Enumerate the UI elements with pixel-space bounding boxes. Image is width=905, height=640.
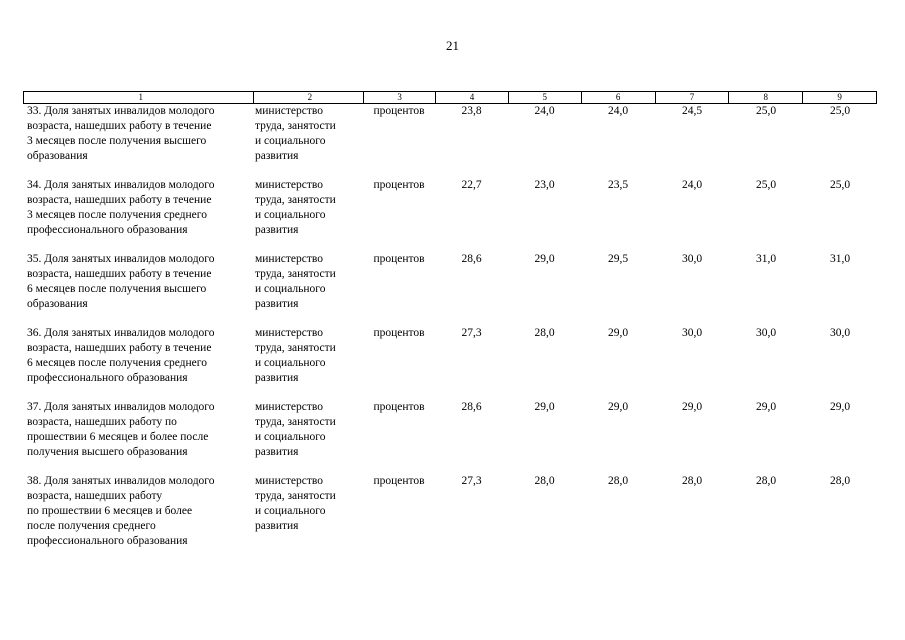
indicator-name-line: профессионального образования bbox=[27, 224, 188, 236]
value-cell: 24,5 bbox=[681, 105, 703, 117]
agency-line: труда, занятости bbox=[255, 490, 336, 502]
value-cell: 23,5 bbox=[607, 179, 629, 191]
agency-line: и социального bbox=[255, 505, 326, 517]
value-cell: 31,0 bbox=[829, 253, 851, 265]
value-cell: 30,0 bbox=[829, 327, 851, 339]
table-row bbox=[23, 326, 877, 400]
indicator-name-line: возраста, нашедших работу bbox=[27, 490, 163, 502]
value-cell: 24,0 bbox=[681, 179, 703, 191]
value-cell: 24,0 bbox=[534, 105, 555, 117]
responsible-agency-cell bbox=[253, 400, 363, 474]
indicator-name-cell bbox=[23, 178, 253, 252]
value-cell: 24,0 bbox=[607, 105, 629, 117]
indicator-name-line: 38. Доля занятых инвалидов молодого bbox=[27, 475, 215, 487]
agency-line: министерство bbox=[255, 327, 323, 339]
responsible-agency-cell bbox=[253, 104, 363, 178]
value-cell: 23,8 bbox=[461, 105, 482, 117]
value-cell: 29,0 bbox=[829, 401, 851, 413]
indicator-name-line: после получения среднего bbox=[27, 520, 156, 532]
agency-line: развития bbox=[255, 520, 299, 532]
value-cell: 28,0 bbox=[534, 327, 555, 339]
unit-cell: процентов bbox=[373, 401, 425, 413]
value-cell: 29,0 bbox=[755, 401, 777, 413]
table-row bbox=[23, 178, 877, 252]
column-header: 3 bbox=[363, 92, 435, 103]
responsible-agency-cell bbox=[253, 474, 363, 548]
table-row bbox=[23, 252, 877, 326]
agency-line: и социального bbox=[255, 135, 326, 147]
indicator-name-line: 33. Доля занятых инвалидов молодого bbox=[27, 105, 215, 117]
table-row bbox=[23, 104, 877, 178]
indicator-name-line: 35. Доля занятых инвалидов молодого bbox=[27, 253, 215, 265]
indicator-name-line: по прошествии 6 месяцев и более bbox=[27, 505, 193, 517]
unit-cell: процентов bbox=[373, 253, 425, 265]
table-header-row bbox=[23, 91, 877, 104]
column-header: 5 bbox=[508, 92, 581, 103]
agency-line: министерство bbox=[255, 401, 323, 413]
column-header: 6 bbox=[581, 92, 655, 103]
indicator-name-line: образования bbox=[27, 298, 88, 310]
indicator-name-cell bbox=[23, 326, 253, 400]
table-row bbox=[23, 474, 877, 548]
value-cell: 22,7 bbox=[461, 179, 482, 191]
column-header: 8 bbox=[728, 92, 802, 103]
indicator-name-line: 3 месяцев после получения среднего bbox=[27, 209, 207, 221]
value-cell: 31,0 bbox=[755, 253, 777, 265]
agency-line: министерство bbox=[255, 253, 323, 265]
indicator-name-cell bbox=[23, 252, 253, 326]
unit-cell: процентов bbox=[373, 327, 425, 339]
indicator-name-cell bbox=[23, 400, 253, 474]
value-cell: 28,0 bbox=[829, 475, 851, 487]
agency-line: труда, занятости bbox=[255, 120, 336, 132]
agency-line: и социального bbox=[255, 283, 326, 295]
unit-cell: процентов bbox=[373, 475, 425, 487]
indicator-name-line: образования bbox=[27, 150, 88, 162]
value-cell: 29,5 bbox=[607, 253, 629, 265]
indicator-name-line: получения высшего образования bbox=[27, 446, 188, 458]
table-row bbox=[23, 400, 877, 474]
indicator-name-line: возраста, нашедших работу в течение bbox=[27, 120, 212, 132]
responsible-agency-cell bbox=[253, 178, 363, 252]
value-cell: 28,0 bbox=[755, 475, 777, 487]
value-cell: 28,0 bbox=[607, 475, 629, 487]
agency-line: труда, занятости bbox=[255, 342, 336, 354]
indicator-name-line: возраста, нашедших работу в течение bbox=[27, 342, 212, 354]
responsible-agency-cell bbox=[253, 326, 363, 400]
value-cell: 29,0 bbox=[534, 401, 555, 413]
unit-cell: процентов bbox=[373, 105, 425, 117]
agency-line: труда, занятости bbox=[255, 268, 336, 280]
indicator-name-line: 34. Доля занятых инвалидов молодого bbox=[27, 179, 215, 191]
agency-line: и социального bbox=[255, 431, 326, 443]
column-header: 2 bbox=[253, 92, 363, 103]
value-cell: 28,0 bbox=[534, 475, 555, 487]
agency-line: министерство bbox=[255, 105, 323, 117]
value-cell: 28,0 bbox=[681, 475, 703, 487]
indicator-name-line: профессионального образования bbox=[27, 372, 188, 384]
unit-cell: процентов bbox=[373, 179, 425, 191]
indicator-name-line: возраста, нашедших работу в течение bbox=[27, 194, 212, 206]
agency-line: труда, занятости bbox=[255, 194, 336, 206]
indicator-name-cell bbox=[23, 474, 253, 548]
indicator-name-line: 37. Доля занятых инвалидов молодого bbox=[27, 401, 215, 413]
agency-line: развития bbox=[255, 298, 299, 310]
value-cell: 28,6 bbox=[461, 401, 482, 413]
indicator-name-line: 3 месяцев после получения высшего bbox=[27, 135, 207, 147]
agency-line: и социального bbox=[255, 357, 326, 369]
column-header: 1 bbox=[138, 92, 143, 102]
value-cell: 27,3 bbox=[461, 327, 482, 339]
agency-line: министерство bbox=[255, 179, 323, 191]
value-cell: 29,0 bbox=[607, 401, 629, 413]
value-cell: 27,3 bbox=[461, 475, 482, 487]
column-header: 7 bbox=[655, 92, 729, 103]
indicators-table bbox=[23, 91, 877, 548]
value-cell: 25,0 bbox=[755, 179, 777, 191]
value-cell: 23,0 bbox=[534, 179, 555, 191]
agency-line: развития bbox=[255, 372, 299, 384]
value-cell: 25,0 bbox=[829, 179, 851, 191]
indicator-name-line: 36. Доля занятых инвалидов молодого bbox=[27, 327, 215, 339]
indicator-name-line: прошествии 6 месяцев и более после bbox=[27, 431, 209, 443]
indicator-name-line: возраста, нашедших работу по bbox=[27, 416, 177, 428]
agency-line: и социального bbox=[255, 209, 326, 221]
value-cell: 29,0 bbox=[607, 327, 629, 339]
column-header: 9 bbox=[802, 92, 876, 103]
value-cell: 28,6 bbox=[461, 253, 482, 265]
value-cell: 29,0 bbox=[681, 401, 703, 413]
page-number: 21 bbox=[446, 38, 459, 53]
value-cell: 30,0 bbox=[681, 253, 703, 265]
indicator-name-line: возраста, нашедших работу в течение bbox=[27, 268, 212, 280]
indicator-name-cell bbox=[23, 104, 253, 178]
agency-line: развития bbox=[255, 446, 299, 458]
value-cell: 30,0 bbox=[755, 327, 777, 339]
column-header: 4 bbox=[435, 92, 508, 103]
agency-line: развития bbox=[255, 224, 299, 236]
table-body bbox=[23, 104, 877, 548]
agency-line: министерство bbox=[255, 475, 323, 487]
indicator-name-line: 6 месяцев после получения высшего bbox=[27, 283, 207, 295]
agency-line: труда, занятости bbox=[255, 416, 336, 428]
value-cell: 25,0 bbox=[829, 105, 851, 117]
responsible-agency-cell bbox=[253, 252, 363, 326]
value-cell: 29,0 bbox=[534, 253, 555, 265]
value-cell: 30,0 bbox=[681, 327, 703, 339]
indicator-name-line: 6 месяцев после получения среднего bbox=[27, 357, 207, 369]
value-cell: 25,0 bbox=[755, 105, 777, 117]
agency-line: развития bbox=[255, 150, 299, 162]
indicator-name-line: профессионального образования bbox=[27, 535, 188, 547]
